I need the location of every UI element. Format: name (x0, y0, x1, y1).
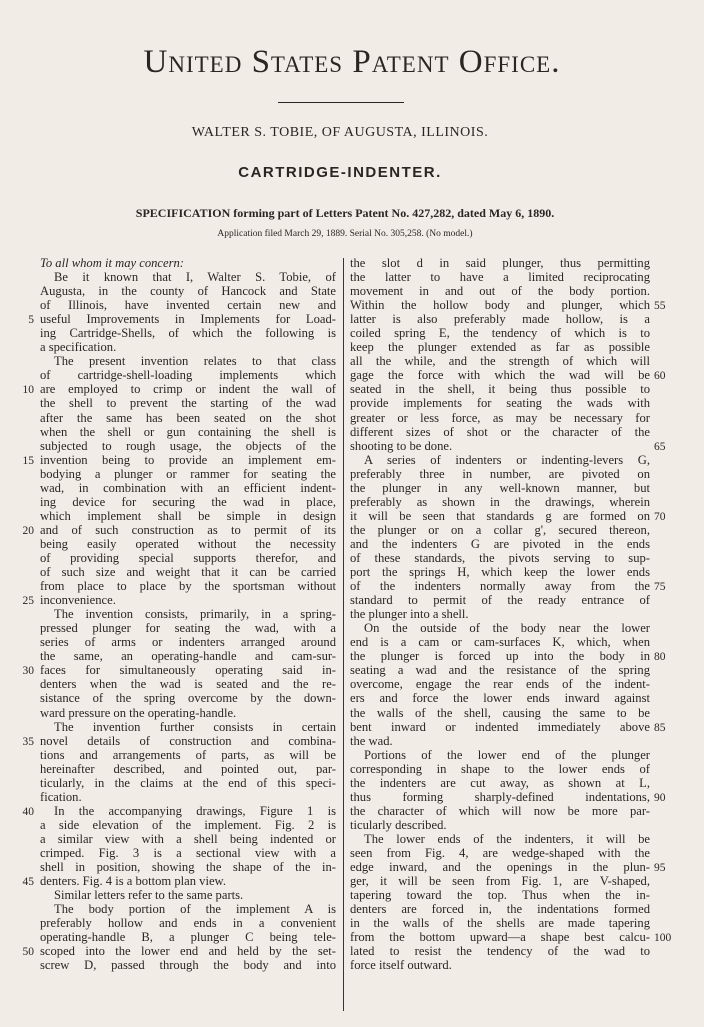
text-line: seating a wad and the resistance of the spring (350, 663, 650, 678)
text-line: shell in position, showing the shape of the in- (40, 860, 336, 875)
text-line: force itself outward. (350, 958, 452, 973)
text-line: a similar view with a shell being indented or (40, 831, 336, 846)
text-line: The invention consists, primarily, in a spring- (54, 607, 336, 622)
text-line: Within the hollow body and plunger, which (350, 298, 650, 313)
line-number: 75 (654, 581, 666, 594)
text-line: hereinafter described, and pointed out, par- (40, 761, 336, 776)
text-line: faces for simultaneously operating said in- (40, 663, 336, 678)
text-line: the shell to prevent the starting of the wad (40, 396, 336, 411)
text-line: In the accompanying drawings, Figure 1 is (54, 803, 336, 818)
text-line: To all whom it may concern: (40, 256, 185, 270)
text-line: useful Improvements in Implements for Load- (40, 312, 336, 327)
text-line: invention being to provide an implement em- (40, 452, 336, 467)
text-line: the plunger into a shell. (350, 607, 469, 622)
text-line: of such size and weight that it can be carried (40, 565, 336, 580)
line-number: 100 (654, 932, 672, 945)
specification-line: SPECIFICATION forming part of Letters Patent No. 427,282, dated May 6, 1890. (135, 206, 555, 220)
line-number: 45 (22, 876, 34, 889)
text-line: the latter to have a limited reciprocating (350, 270, 650, 285)
line-number: 30 (22, 665, 34, 678)
text-line: the wad. (350, 733, 393, 748)
text-line: seated in the shell, it being thus possible to (350, 382, 650, 397)
text-line: preferably hollow and ends in a convenient (40, 916, 336, 931)
text-line: the plunger or on a collar g', secured thereon, (350, 522, 650, 537)
line-number: 20 (22, 524, 34, 537)
text-line: subjected to rough usage, the objects of the (40, 438, 336, 453)
text-line: the plunger is forced up into the body in (350, 649, 650, 664)
text-line: the same, an operating-handle and cam-sur- (40, 649, 336, 664)
text-line: keep the plunger extended as far as possible (350, 340, 650, 355)
text-line: The body portion of the implement A is (54, 902, 336, 917)
line-number: 95 (654, 862, 666, 875)
text-line: shooting to be done. (350, 438, 453, 453)
text-line: bent inward or indented immediately above (350, 719, 650, 734)
right-text-column (350, 256, 650, 972)
text-line: different sizes of shot or the character of the (350, 424, 650, 439)
text-line: of these standards, the pivots serving to sup- (350, 550, 650, 565)
text-line: of the indenters normally away from the (350, 579, 650, 594)
text-line: after the same has been seated on the shot (40, 410, 336, 425)
text-line: A series of indenters or indenting-levers G, (364, 452, 650, 467)
text-line: thus forming sharply-defined indentations, (350, 789, 650, 804)
patent-office-heading: United States Patent Office. (143, 44, 561, 80)
line-number: 35 (22, 735, 34, 748)
text-line: crimped. Fig. 3 is a sectional view with a (40, 845, 336, 860)
line-number: 5 (28, 314, 34, 327)
text-line: movement in and out of the body portion. (350, 284, 650, 299)
text-line: inconvenience. (40, 593, 116, 608)
text-line: standard to permit of the ready entrance of (350, 593, 650, 608)
text-line: and of such construction as to permit of its (40, 522, 336, 537)
text-line: novel details of construction and combina- (40, 733, 336, 748)
column-divider (343, 258, 344, 1011)
text-line: Portions of the lower end of the plunger (364, 747, 650, 762)
text-line: ger, it will be seen from Fig. 1, are V-shaped, (350, 874, 650, 889)
text-line: in the walls of the shells are made tapering (350, 916, 650, 931)
text-line: series of arms or indenters arranged around (40, 635, 336, 650)
line-number: 15 (22, 454, 34, 467)
text-line: fication. (40, 789, 82, 804)
text-line: denters. Fig. 4 is a bottom plan view. (40, 874, 226, 889)
text-line: tions and arrangements of parts, as will be (40, 747, 336, 762)
text-line: from place to place by the sportsman without (40, 579, 336, 594)
text-line: The lower ends of the indenters, it will be (364, 831, 650, 846)
line-number: 60 (654, 370, 666, 383)
line-number: 85 (654, 721, 666, 734)
line-number: 70 (654, 510, 666, 523)
text-line: greater or less force, as may be necessary for (350, 410, 650, 425)
text-line: pressed plunger for seating the wad, with a (40, 621, 336, 636)
text-line: a specification. (40, 340, 117, 355)
text-line: lated to resist the tendency of the wad to (350, 944, 650, 959)
left-text-column (40, 256, 336, 972)
inventor-line: WALTER S. TOBIE, OF AUGUSTA, ILLINOIS. (191, 125, 489, 140)
text-line: of Illinois, have invented certain new and (40, 298, 336, 313)
text-line: The invention further consists in certain (54, 719, 336, 734)
text-line: the slot d in said plunger, thus permitting (350, 256, 650, 270)
text-line: Be it known that I, Walter S. Tobie, of (54, 270, 336, 285)
text-line: sistance of the spring overcome by the down- (40, 691, 336, 706)
text-line: coiled spring E, the tendency of which is to (350, 326, 650, 341)
text-line: which implement shall be simple in design (40, 508, 336, 523)
text-line: corresponding in shape to the lower ends of (350, 761, 650, 776)
line-number: 40 (22, 805, 34, 818)
heading-rule (278, 102, 404, 103)
line-number: 55 (654, 300, 666, 313)
line-number: 90 (654, 791, 666, 804)
text-line: denters when the wad is seated and the re- (40, 677, 336, 692)
text-line: gage the force with which the wad will be (350, 368, 650, 383)
text-line: provide implements for seating the wads with (350, 396, 650, 411)
text-line: denters are forced in, the indentations formed (350, 902, 650, 917)
line-number: 65 (654, 440, 666, 453)
text-line: being easily operated without the necessity (40, 536, 336, 551)
text-line: from the bottom upward—a shape best calcu- (350, 930, 650, 945)
line-number: 80 (654, 651, 666, 664)
text-line: the character of which will now be more par- (350, 803, 650, 818)
text-line: seen from Fig. 4, are wedge-shaped with the (350, 845, 650, 860)
text-line: end is a cam or cam-surfaces K, which, when (350, 635, 650, 650)
text-line: ticularly described. (350, 817, 447, 832)
text-line: scoped into the lower end and held by the set- (40, 944, 336, 959)
text-line: wad, in combination with an efficient indent- (40, 480, 336, 495)
text-line: edge inward, and the openings in the plun- (350, 860, 650, 875)
text-line: the walls of the shell, causing the same to be (350, 705, 650, 720)
text-line: all the while, and the strength of which will (350, 354, 650, 369)
text-line: the plunger in any well-known manner, but (350, 480, 650, 495)
text-line: ward pressure on the operating-handle. (40, 705, 237, 720)
text-line: ing device for securing the wad in place, (40, 494, 336, 509)
invention-title: CARTRIDGE-INDENTER. (238, 164, 442, 181)
text-line: screw D, passed through the body and into (40, 958, 336, 973)
text-line: preferably as shown in the drawings, wherein (350, 494, 650, 509)
text-line: of cartridge-shell-loading implements which (40, 368, 336, 383)
text-line: the indenters are cut away, as shown at L, (350, 775, 650, 790)
text-line: operating-handle B, a plunger C being tele- (40, 930, 336, 945)
text-line: tapering toward the top. Thus when the in- (350, 888, 650, 903)
text-line: it will be seen that standards g are formed on (350, 508, 650, 523)
text-line: and the indenters G are pivoted in the ends (350, 536, 650, 551)
text-line: ticularly, in the claims at the end of this speci- (40, 775, 336, 790)
text-line: are employed to crimp or indent the wall of (40, 382, 336, 397)
text-line: latter is also preferably made hollow, is a (350, 312, 650, 327)
text-line: when the shell or gun containing the shell is (40, 424, 336, 439)
text-line: a side elevation of the implement. Fig. 2 is (40, 817, 336, 832)
text-line: Similar letters refer to the same parts. (54, 888, 244, 903)
line-number: 25 (22, 595, 34, 608)
text-line: overcome, engage the rear ends of the indent- (350, 677, 650, 692)
text-line: ers and force the lower ends inward against (350, 691, 650, 706)
application-line: Application filed March 29, 1889. Serial No. 305,258. (No model.) (217, 229, 473, 239)
text-line: Augusta, in the county of Hancock and State (40, 284, 336, 299)
text-line: bodying a plunger or rammer for seating the (40, 466, 336, 481)
line-number: 10 (22, 384, 34, 397)
text-line: preferably three in number, are pivoted on (350, 466, 650, 481)
text-line: The present invention relates to that class (54, 354, 336, 369)
text-line: of providing special supports therefor, and (40, 550, 336, 565)
text-line: ing Cartridge-Shells, of which the following is (40, 326, 336, 341)
text-line: port the springs H, which keep the lower ends (350, 565, 650, 580)
line-number: 50 (22, 946, 34, 959)
text-line: On the outside of the body near the lower (364, 621, 650, 636)
